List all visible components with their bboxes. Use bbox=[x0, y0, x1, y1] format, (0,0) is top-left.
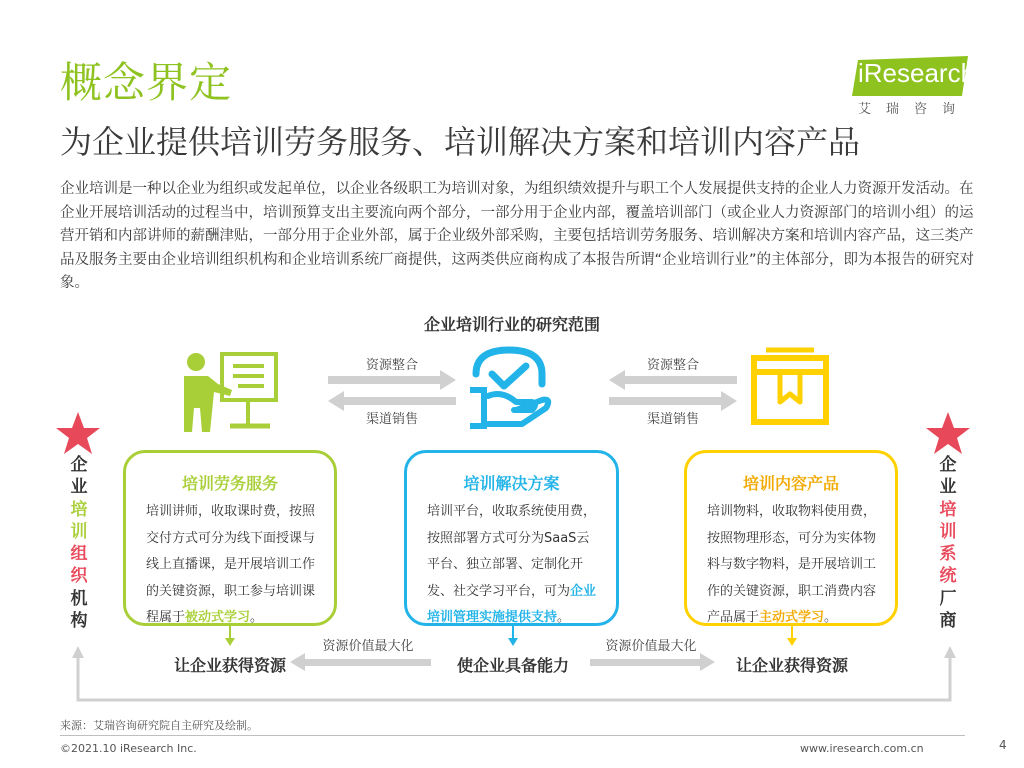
box-text: 培训物料，收取物料使用费，按照物理形态，可分为实体物料与数字物料，是开展培训工作的关键资源，职工消费内容产品属于 bbox=[707, 504, 877, 625]
page-title: 概念界定 bbox=[60, 58, 233, 107]
box-end: 。 bbox=[250, 610, 264, 625]
vertical-label-left bbox=[67, 454, 91, 632]
vchar: 组 bbox=[70, 544, 88, 565]
copyright: ©2021.10 iResearch Inc. bbox=[60, 742, 197, 755]
vertical-label-right bbox=[936, 454, 960, 632]
source-note: 来源：艾瑞咨询研究院自主研究及绘制。 bbox=[60, 719, 258, 732]
star-left-icon bbox=[56, 412, 100, 454]
vchar: 培 bbox=[70, 499, 88, 520]
box-end: 。 bbox=[557, 610, 571, 625]
arrow-bottom-left bbox=[290, 653, 431, 671]
trainer-icon bbox=[178, 350, 278, 434]
page-number: 4 bbox=[999, 738, 1007, 752]
label-arrow-left-top: 资源整合 bbox=[365, 358, 418, 373]
bottom-label-center: 使企业具备能力 bbox=[456, 656, 569, 675]
vchar: 企 bbox=[939, 455, 957, 475]
vchar: 厂 bbox=[939, 588, 957, 609]
box-title: 培训内容产品 bbox=[742, 474, 839, 493]
box-title: 培训解决方案 bbox=[463, 474, 560, 493]
bottom-label-left: 让企业获得资源 bbox=[173, 656, 286, 675]
logo-brand-text: iResearch bbox=[858, 58, 976, 88]
vchar: 业 bbox=[939, 477, 957, 498]
bottom-label-right: 让企业获得资源 bbox=[735, 656, 848, 675]
intro-paragraph: 企业培训是一种以企业为组织或发起单位，以企业各级职工为培训对象，为组织绩效提升与职工个人发展提供支持的企业人力资源开发活动。在企业开展培训活动的过程当中，培训预算支出主要流向两个部分，一部分用于企业内部，覆盖培训部门（或企业人力资源部门的培训小组）的运营开销和内部讲师的薪酬津贴，一部分用于企业外部，属于企业级外部采购，主要包括培训劳务服务、培训解决方案和培训内容产品，这三类产品及服务主要由企业培训组织机构和企业培训系统厂商提供，这两类供应商构成了本报告所谓“企业培训行业”的主体部分，即为本报告的研究对象。 bbox=[60, 181, 975, 291]
label-bottom-arrow-left: 资源价值最大化 bbox=[322, 639, 414, 654]
label-arrow-right-bottom: 渠道销售 bbox=[646, 412, 699, 427]
label-bottom-arrow-right: 资源价值最大化 bbox=[605, 639, 697, 654]
vchar: 构 bbox=[70, 611, 88, 632]
box-highlight: 主动式学习 bbox=[759, 610, 825, 625]
arrow-left-top bbox=[328, 370, 456, 390]
vchar: 织 bbox=[70, 566, 88, 587]
logo-cn-text: 艾瑞咨询 bbox=[858, 102, 971, 117]
box-content-product bbox=[684, 450, 898, 626]
vchar: 业 bbox=[70, 477, 88, 498]
vchar: 训 bbox=[70, 521, 88, 542]
box-title: 培训劳务服务 bbox=[181, 474, 278, 493]
vchar: 商 bbox=[939, 611, 957, 632]
box-text: 培训平台，收取系统使用费，按照部署方式可分为SaaS云平台、独立部署、定制化开发、社交学习平台，可为 bbox=[427, 504, 597, 599]
vchar: 机 bbox=[70, 588, 88, 609]
box-labor-service bbox=[123, 450, 337, 626]
vchar: 培 bbox=[939, 499, 957, 520]
label-arrow-left-bottom: 渠道销售 bbox=[365, 412, 418, 427]
star-right-icon bbox=[926, 412, 970, 454]
box-text: 培训讲师，收取课时费，按照交付方式可分为线下面授课与线上直播课，是开展培训工作的关键资源，职工参与培训课程属于 bbox=[146, 504, 316, 625]
content-product-icon bbox=[748, 344, 832, 428]
footer-divider bbox=[60, 735, 965, 736]
page-subtitle: 为企业提供培训劳务服务、培训解决方案和培训内容产品 bbox=[60, 123, 861, 161]
box-body bbox=[427, 499, 602, 632]
vchar: 系 bbox=[939, 544, 957, 565]
arrow-right-top bbox=[609, 370, 737, 390]
vchar: 统 bbox=[939, 566, 957, 587]
box-solution bbox=[404, 450, 619, 626]
box-body bbox=[146, 499, 320, 632]
box-highlight: 企业培训管理实施提供支持 bbox=[427, 583, 597, 625]
vchar: 企 bbox=[70, 455, 88, 475]
vchar: 训 bbox=[939, 521, 957, 542]
solution-icon bbox=[462, 344, 556, 430]
arrow-bottom-right bbox=[590, 653, 715, 671]
website-link[interactable]: www.iresearch.com.cn bbox=[800, 742, 924, 755]
diagram-title: 企业培训行业的研究范围 bbox=[423, 315, 600, 334]
label-arrow-right-top: 资源整合 bbox=[646, 358, 699, 373]
box-body bbox=[707, 499, 881, 632]
box-end: 。 bbox=[824, 610, 838, 625]
box-highlight: 被动式学习 bbox=[185, 610, 251, 625]
